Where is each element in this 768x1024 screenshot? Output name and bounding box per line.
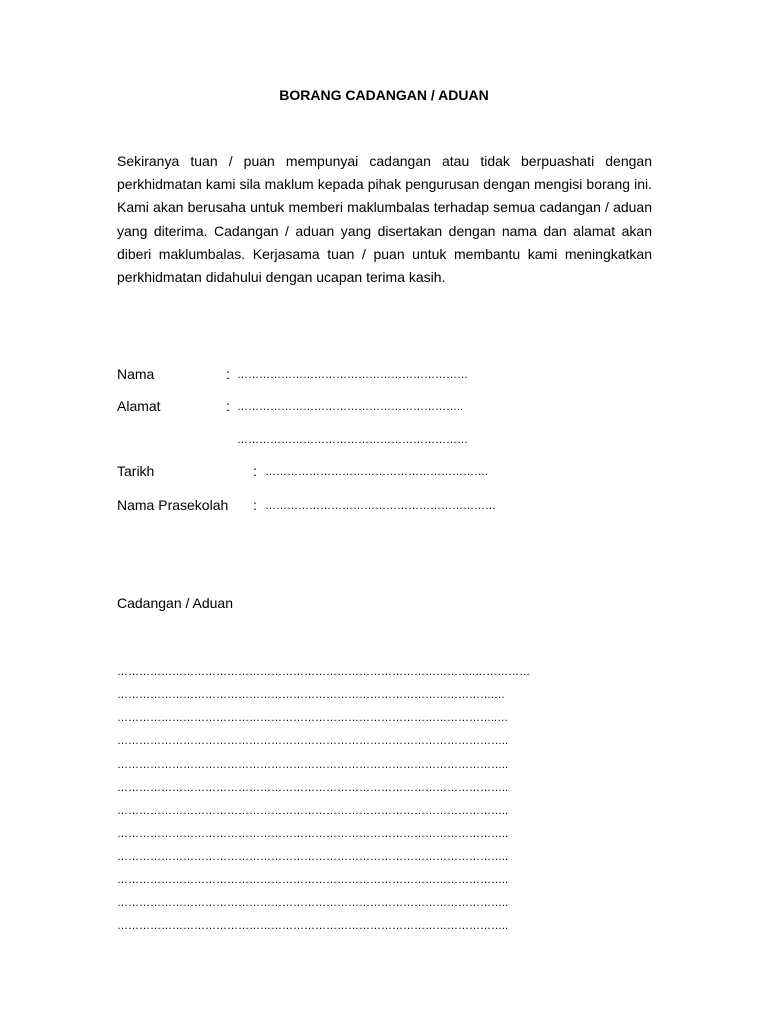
prasekolah-field[interactable]: ……………………………………………………… [265,500,496,512]
answer-line[interactable]: …………………………………………………………………………………………….. [117,897,509,909]
answer-line[interactable]: …………………………………………………………………………………………….. [117,759,509,771]
answer-line[interactable]: …………………………………………………………………………………………….. [117,735,509,747]
alamat-colon: : [226,398,230,414]
cadangan-label: Cadangan / Aduan [117,595,233,611]
prasekolah-label: Nama Prasekolah [117,497,229,513]
alamat-field[interactable]: …………………………………………………….. [237,401,464,413]
tarikh-label: Tarikh [117,463,155,479]
answer-line[interactable]: …………………………………………………………………………………………….. [117,874,509,886]
alamat-label: Alamat [117,398,161,414]
answer-line[interactable]: ………………………………………………………………………………………….… [117,689,506,701]
answer-line[interactable]: …………………………………………………………………………………………….. [117,920,509,932]
answer-line[interactable]: …………………………………………………………………………………………..… [117,712,509,724]
answer-line[interactable]: ……………………………………………………………………………………..…………… [117,666,531,678]
answer-line[interactable]: …………………………………………………………………………………………….. [117,851,509,863]
nama-field[interactable]: ……………………………………………………… [237,369,468,381]
prasekolah-colon: : [253,497,257,513]
tarikh-field[interactable]: ……………………………………………………. [265,466,489,478]
answer-line[interactable]: …………………………………………………………………………………………….. [117,805,509,817]
intro-paragraph: Sekiranya tuan / puan mempunyai cadangan atau tidak berpuashati dengan perkhidmatan kami sila maklum kepada pihak pengurusan dengan mengisi borang ini. Kami akan berusaha untuk memberi maklumbalas terhadap semua cadangan / aduan yang diterima. Cadangan / aduan yang disertakan dengan nama dan alamat akan diberi maklumbalas. Kerjasama tuan / puan untuk membantu kami meningkatkan perkhidmatan didahului dengan ucapan terima kasih. [117,153,652,286]
alamat-field-line-2[interactable]: ……………………………………………………… [237,434,468,446]
nama-colon: : [226,366,230,382]
answer-line[interactable]: …………………………………………………………………………………………….. [117,782,509,794]
tarikh-colon: : [253,463,257,479]
form-title: BORANG CADANGAN / ADUAN [279,87,489,103]
nama-label: Nama [117,366,155,382]
answer-line[interactable]: …………………………………………………………………………………………….. [117,828,509,840]
